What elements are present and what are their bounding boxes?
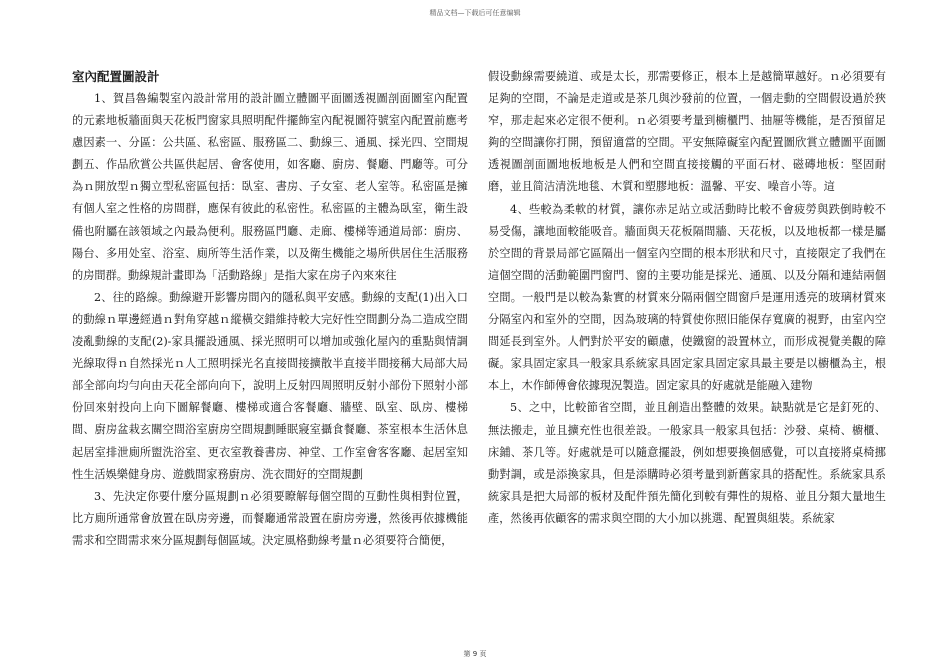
page-header: 精品文档—下载后可任意编辑 (429, 9, 521, 17)
paragraph-3: 3、先決定你要什麼分區規劃ｎ必須要瞭解每個空間的互動性與相對位置，比方廁所通常會放置在臥房旁邊，而餐廳通常設置在廚房旁邊，然後再依據機能需求和空間需求來分區規劃每個區域。決定風格動線考量ｎ必須要符合簡便， (72, 489, 468, 547)
paragraph-4: 4、些較為柔軟的材質，讓你赤足站立或活動時比較不會疲勞與跌倒時較不易受傷，讓地面較能吸音。牆面與天花板隔間牆、天花板，以及地板都一樣是屬於空間的背景局部它區隔出一個室內空間的根本形狀和尺寸，直接限定了我們在這個空間的活動範圍門窗門、窗的主要功能是採光、通風、以及分隔和連結兩個空間。一般門是以較為紮實的材質來分隔兩個空間窗戶是運用透亮的玻璃材質來分隔室內和室外的空間，因為玻璃的特質使你照旧能保存寬廣的視野，由室內空間延長到室外。人們對於平安的顧慮，使鐵窗的設置林立，而形成視覺美觀的障礙。家具固定家具一般家具系統家具固定家具固定家具最主要是以櫥櫃為主，根本上，木作師傅會依據現況製造。固定家具的好處就是能融入建物 (488, 202, 886, 393)
right-column (488, 66, 886, 530)
paragraph-1: 1、賀昌魯編製室內設計常用的設計圖立體圖平面圖透視圖剖面圖室內配置的元素地板牆面與天花板門窗家具照明配件擺飾室內配視圖符號室內配置前應考慮因素一、分區：公共區、私密區、服務區二、動線三、通風、採光四、空間規劃五、作品欣賞公共區供起居、會客使用，如客廳、廚房、餐廳、門廳等。可分為ｎ開放型ｎ獨立型私密區包括：臥室、書房、子女室、老人室等。私密區是擁有個人室之性格的房間群，應保有彼此的私密性。私密區的主體為臥室，衛生設備也附屬在該領域之內最為便利。服務區門廳、走廊、樓梯等通道局部：廚房、陽台、多用处室、浴室、廁所等生活作業，以及衛生機能之場所供居住生活服務的房間群。動線規計畫即為「活動路線」是指大家在房子內來來往 (72, 92, 468, 282)
paragraph-3-continued: 假设動線需要繞道、或是太长，那需要修正，根本上是越簡單越好。ｎ必須要有足夠的空間，不論是走道或是茶几與沙發前的位置，一個走動的空間假设過於狹窄，那走起來必定很不便利。ｎ必須要考量到櫥櫃門、抽屜等機能，是否預留足夠的空間讓你打開，預留適當的空間。平安無障礙室內配置圖欣賞立體圖平面圖透視圖剖面圖地板地板是人們和空間直接接觸的平面石材、磁磚地板：堅固耐磨，並且简洁清洗地毯、木質和塑膠地板：溫馨、平安、噪音小等。這 (488, 70, 886, 194)
left-column (72, 66, 468, 552)
paragraph-2: 2、往的路線。動線避开影響房間內的隱私與平安感。動線的支配(1)出入口的動線ｎ單邊經過ｎ對角穿越ｎ縱橫交錯維持較大完好性空間劃分為二造成空間凌亂動線的支配(2)-家具擺設通風、採光照明可以增加或強化屋內的重點與情調光線取得ｎ自然採光ｎ人工照明採光名直接間接擴散半直接半間接稱大局部大局部全部向均勻向由天花全部向向下，說明上反射四周照明反射小部份下照射小部份回來射投向上向下圖解餐廳、樓梯或適合客餐廳、牆壁、臥室、臥房、樓梯間、廚房盆栽玄關空間浴室廚房空間規劃睡眠寢室攝食餐廳、茶室根本生活休息起居室排泄廁所盥洗浴室、更衣室教養書房、神堂、工作室會客客廳、起居室知性生活娛樂健身房、遊戲間家務廚房、洗衣間好的空間規劃 (72, 290, 468, 481)
paragraph-5: 5、之中，比較節省空間，並且創造出整體的效果。缺點就是它是釘死的、無法搬走，並且擴充性也很差設。一般家具一般家具包括：沙發、桌椅、櫥櫃、床鋪、茶几等。好處就是可以隨意擺設，例如想要換個感覺，可以直接將桌椅挪動對調，或是添換家具，但是添購時必須考量到新舊家具的搭配性。系統家具系統家具是把大局部的板材及配件預先簡化到較有彈性的規格、並且分類大量地生產，然後再依顧客的需求與空間的大小加以挑選、配置與組裝。系統家 (488, 401, 886, 525)
page-number: 第 9 页 (463, 650, 487, 658)
document-title: 室內配置圖設計 (72, 69, 160, 84)
